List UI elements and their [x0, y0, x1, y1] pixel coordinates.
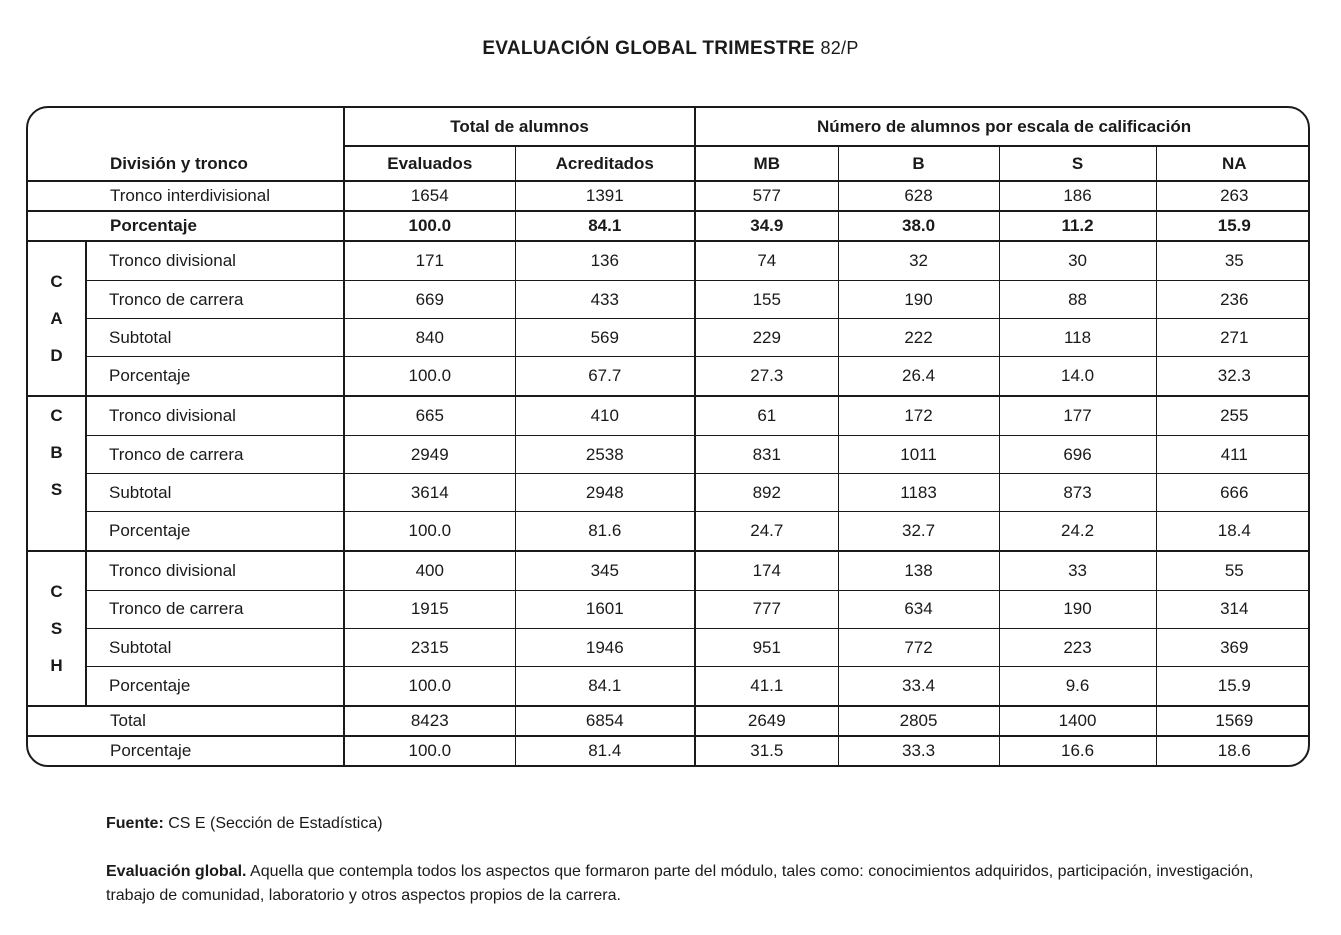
cell-na: 666 [1156, 474, 1310, 512]
cell-evaluados: 400 [344, 551, 515, 590]
table-row [28, 551, 1310, 590]
cell-s: 177 [999, 396, 1156, 435]
cell-s: 696 [999, 435, 1156, 473]
source-text: CS E (Sección de Estadística) [168, 815, 383, 832]
row-label: Subtotal [86, 319, 344, 357]
cell-evaluados: 8423 [344, 706, 515, 736]
cell-mb: 951 [695, 629, 838, 667]
cell-acreditados: 84.1 [515, 667, 695, 706]
cell-mb: 74 [695, 241, 838, 280]
row-label: Tronco de carrera [86, 590, 344, 628]
cell-b: 628 [838, 181, 999, 211]
cell-b: 38.0 [838, 211, 999, 241]
table-row [28, 241, 1310, 280]
cell-evaluados: 840 [344, 319, 515, 357]
cell-acreditados: 410 [515, 396, 695, 435]
cell-evaluados: 1915 [344, 590, 515, 628]
cell-mb: 31.5 [695, 736, 838, 765]
cell-mb: 24.7 [695, 512, 838, 551]
cell-b: 32.7 [838, 512, 999, 551]
cell-b: 190 [838, 280, 999, 318]
cell-mb: 174 [695, 551, 838, 590]
division-label-cad: C A D [28, 241, 86, 396]
row-label: Tronco divisional [86, 551, 344, 590]
cell-mb: 155 [695, 280, 838, 318]
cell-b: 33.3 [838, 736, 999, 765]
cell-acreditados: 345 [515, 551, 695, 590]
cell-acreditados: 1601 [515, 590, 695, 628]
cell-na: 15.9 [1156, 211, 1310, 241]
cell-s: 9.6 [999, 667, 1156, 706]
cell-b: 1183 [838, 474, 999, 512]
division-label-csh: C S H [28, 551, 86, 706]
table-row [28, 357, 1310, 396]
table-row [28, 474, 1310, 512]
cell-acreditados: 1391 [515, 181, 695, 211]
cell-s: 190 [999, 590, 1156, 628]
cell-na: 35 [1156, 241, 1310, 280]
division-label-cbs: C B S [28, 396, 86, 551]
cell-na: 314 [1156, 590, 1310, 628]
row-label: Porcentaje [28, 736, 344, 765]
source-note [106, 812, 383, 836]
cell-s: 16.6 [999, 736, 1156, 765]
cell-s: 14.0 [999, 357, 1156, 396]
cell-evaluados: 100.0 [344, 512, 515, 551]
cell-na: 18.6 [1156, 736, 1310, 765]
header-col-evaluados: Evaluados [344, 146, 515, 181]
row-label: Porcentaje [86, 667, 344, 706]
cell-na: 411 [1156, 435, 1310, 473]
cell-na: 32.3 [1156, 357, 1310, 396]
cell-na: 55 [1156, 551, 1310, 590]
cell-s: 223 [999, 629, 1156, 667]
table-row-interdivisional-pct [28, 211, 1310, 241]
cell-evaluados: 3614 [344, 474, 515, 512]
cell-s: 1400 [999, 706, 1156, 736]
header-division: División y tronco [110, 154, 248, 173]
table-row-total-pct [28, 736, 1310, 765]
evaluation-table [26, 106, 1310, 767]
header-total-group: Total de alumnos [344, 108, 695, 146]
cell-evaluados: 669 [344, 280, 515, 318]
page-title [0, 38, 1341, 60]
cell-s: 186 [999, 181, 1156, 211]
cell-evaluados: 2315 [344, 629, 515, 667]
definition-note [106, 860, 1266, 908]
cell-na: 236 [1156, 280, 1310, 318]
cell-s: 88 [999, 280, 1156, 318]
cell-b: 172 [838, 396, 999, 435]
header-col-b: B [838, 146, 999, 181]
cell-b: 2805 [838, 706, 999, 736]
cell-evaluados: 100.0 [344, 736, 515, 765]
table-row [28, 435, 1310, 473]
cell-acreditados: 2948 [515, 474, 695, 512]
cell-acreditados: 6854 [515, 706, 695, 736]
cell-mb: 831 [695, 435, 838, 473]
cell-na: 15.9 [1156, 667, 1310, 706]
cell-mb: 577 [695, 181, 838, 211]
row-label: Tronco de carrera [86, 435, 344, 473]
cell-mb: 229 [695, 319, 838, 357]
source-label: Fuente: [106, 815, 164, 832]
row-label: Subtotal [86, 629, 344, 667]
row-label: Tronco de carrera [86, 280, 344, 318]
cell-na: 369 [1156, 629, 1310, 667]
cell-b: 222 [838, 319, 999, 357]
title-suffix: 82/P [820, 38, 859, 58]
header-row-groups [28, 108, 1310, 146]
cell-mb: 34.9 [695, 211, 838, 241]
cell-mb: 2649 [695, 706, 838, 736]
row-label: Tronco divisional [86, 396, 344, 435]
header-col-acreditados: Acreditados [515, 146, 695, 181]
cell-mb: 61 [695, 396, 838, 435]
cell-na: 255 [1156, 396, 1310, 435]
cell-b: 772 [838, 629, 999, 667]
row-label: Subtotal [86, 474, 344, 512]
cell-mb: 777 [695, 590, 838, 628]
header-col-na: NA [1156, 146, 1310, 181]
cell-s: 33 [999, 551, 1156, 590]
table-row [28, 512, 1310, 551]
cell-na: 263 [1156, 181, 1310, 211]
cell-acreditados: 136 [515, 241, 695, 280]
cell-evaluados: 100.0 [344, 211, 515, 241]
cell-b: 33.4 [838, 667, 999, 706]
cell-acreditados: 433 [515, 280, 695, 318]
cell-s: 30 [999, 241, 1156, 280]
table-row [28, 590, 1310, 628]
table-row-interdivisional [28, 181, 1310, 211]
cell-na: 18.4 [1156, 512, 1310, 551]
cell-acreditados: 84.1 [515, 211, 695, 241]
cell-acreditados: 1946 [515, 629, 695, 667]
table-row [28, 396, 1310, 435]
table-row-total [28, 706, 1310, 736]
cell-mb: 41.1 [695, 667, 838, 706]
note-label: Evaluación global. [106, 863, 247, 880]
row-label: Porcentaje [28, 211, 344, 241]
cell-na: 271 [1156, 319, 1310, 357]
cell-evaluados: 2949 [344, 435, 515, 473]
header-scale-group: Número de alumnos por escala de calificación [695, 108, 1310, 146]
cell-acreditados: 67.7 [515, 357, 695, 396]
cell-evaluados: 100.0 [344, 357, 515, 396]
cell-evaluados: 1654 [344, 181, 515, 211]
cell-s: 118 [999, 319, 1156, 357]
cell-evaluados: 171 [344, 241, 515, 280]
table-row [28, 629, 1310, 667]
header-col-s: S [999, 146, 1156, 181]
cell-evaluados: 100.0 [344, 667, 515, 706]
row-label: Porcentaje [86, 357, 344, 396]
cell-mb: 27.3 [695, 357, 838, 396]
cell-s: 24.2 [999, 512, 1156, 551]
cell-b: 138 [838, 551, 999, 590]
row-label: Total [28, 706, 344, 736]
cell-b: 32 [838, 241, 999, 280]
cell-na: 1569 [1156, 706, 1310, 736]
cell-s: 873 [999, 474, 1156, 512]
cell-acreditados: 569 [515, 319, 695, 357]
cell-acreditados: 2538 [515, 435, 695, 473]
row-label: Porcentaje [86, 512, 344, 551]
table-row [28, 667, 1310, 706]
cell-evaluados: 665 [344, 396, 515, 435]
cell-acreditados: 81.6 [515, 512, 695, 551]
row-label: Tronco interdivisional [28, 181, 344, 211]
note-text: Aquella que contempla todos los aspectos que formaron parte del módulo, tales como: conocimientos adquiridos, participación, investigación, trabajo de comunidad, laboratorio y otros aspectos propios de la carrera. [106, 863, 1254, 904]
row-label: Tronco divisional [86, 241, 344, 280]
cell-b: 26.4 [838, 357, 999, 396]
table-row [28, 280, 1310, 318]
cell-s: 11.2 [999, 211, 1156, 241]
cell-mb: 892 [695, 474, 838, 512]
cell-b: 634 [838, 590, 999, 628]
cell-b: 1011 [838, 435, 999, 473]
header-col-mb: MB [695, 146, 838, 181]
title-text: EVALUACIÓN GLOBAL TRIMESTRE [482, 38, 815, 59]
cell-acreditados: 81.4 [515, 736, 695, 765]
table-row [28, 319, 1310, 357]
